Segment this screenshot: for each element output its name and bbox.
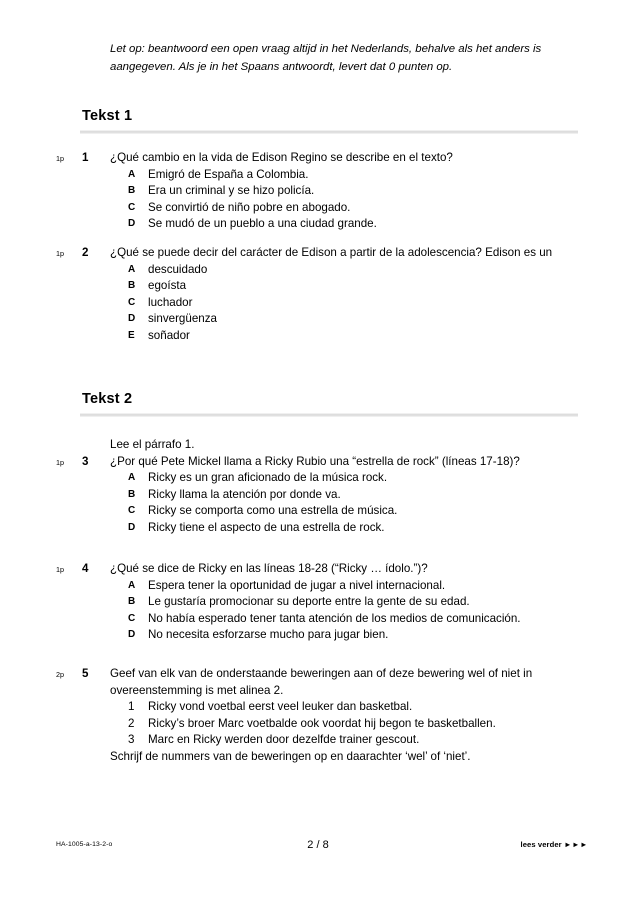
option-a-letter: A xyxy=(128,263,136,275)
question-3 xyxy=(0,437,636,536)
question-5-points: 2p xyxy=(56,670,64,679)
option-c-text: Se convirtió de niño pobre en abogado. xyxy=(148,200,351,214)
option-d[interactable] xyxy=(128,311,578,328)
option-c-letter: C xyxy=(128,296,136,308)
statement-2-text: Ricky’s broer Marc voetbalde ook voordat hij begon te basketballen. xyxy=(148,716,496,730)
option-b-text: egoísta xyxy=(148,279,187,292)
option-a[interactable] xyxy=(128,578,578,595)
option-d[interactable] xyxy=(128,520,578,537)
question-4-number: 4 xyxy=(82,562,89,575)
question-5-number: 5 xyxy=(82,667,89,680)
footer-continue-label xyxy=(521,838,589,852)
statement-1-text: Ricky vond voetbal eerst veel leuker dan basketbal. xyxy=(148,700,413,713)
option-c-letter: C xyxy=(128,612,136,624)
option-e[interactable] xyxy=(128,328,578,345)
option-b-letter: B xyxy=(128,185,136,196)
option-d[interactable] xyxy=(128,216,578,233)
option-c[interactable] xyxy=(128,200,578,217)
option-b-letter: B xyxy=(128,280,136,291)
option-c-letter: C xyxy=(128,201,136,213)
statement-3-text: Marc en Ricky werden door dezelfde trainer gescout. xyxy=(148,733,420,746)
question-5-prompt: Geef van elk van de onderstaande beweringen aan of deze bewering wel of niet in overeenstemming is met alinea 2. xyxy=(110,667,533,697)
section-tekst-2 xyxy=(80,391,578,417)
section-title-tekst-1: Tekst 1 xyxy=(82,108,133,124)
intro-note: Let op: beantwoord een open vraag altijd in het Nederlands, behalve als het anders is aangegeven. Als je in het Spaans antwoordt, levert dat 0 punten op. xyxy=(110,43,542,73)
option-b-text: Era un criminal y se hizo policía. xyxy=(148,184,315,197)
option-d-letter: D xyxy=(128,313,136,324)
option-a-letter: A xyxy=(128,472,136,483)
option-d-letter: D xyxy=(128,218,136,229)
option-c-letter: C xyxy=(128,505,136,516)
statement-2 xyxy=(128,716,578,733)
option-a-text: Ricky es un gran aficionado de la música rock. xyxy=(148,471,388,484)
section-title-tekst-2: Tekst 2 xyxy=(82,391,133,407)
footer-page-number: 2 / 8 xyxy=(307,839,329,851)
question-3-options xyxy=(0,470,636,536)
option-e-letter: E xyxy=(128,329,135,341)
option-c[interactable] xyxy=(128,611,578,628)
option-a-text: descuidado xyxy=(148,262,208,276)
option-d[interactable] xyxy=(128,627,578,644)
question-4-prompt: ¿Qué se dice de Ricky en las líneas 18-28 (“Ricky … ídolo.”)? xyxy=(110,562,428,575)
option-b-letter: B xyxy=(128,596,136,607)
question-1-row xyxy=(0,150,636,167)
option-a[interactable] xyxy=(128,262,578,279)
statement-1-number: 1 xyxy=(128,700,135,713)
option-a-letter: A xyxy=(128,168,136,180)
question-2-prompt: ¿Qué se puede decir del carácter de Edison a partir de la adolescencia? Edison es un xyxy=(110,246,553,259)
option-b[interactable] xyxy=(128,487,578,504)
option-c-text: luchador xyxy=(148,295,193,309)
option-b[interactable] xyxy=(128,278,578,295)
question-2-options xyxy=(0,262,636,345)
section-tekst-1 xyxy=(80,108,578,134)
option-b[interactable] xyxy=(128,594,578,611)
question-4-points: 1p xyxy=(56,565,64,574)
question-2-row xyxy=(0,245,636,262)
statement-2-number: 2 xyxy=(128,716,135,730)
question-1-prompt: ¿Qué cambio en la vida de Edison Regino se describe en el texto? xyxy=(110,151,453,164)
section-rule xyxy=(80,413,578,417)
option-a[interactable] xyxy=(128,167,578,184)
question-1-number: 1 xyxy=(82,151,89,164)
option-a-letter: A xyxy=(128,579,136,591)
question-2 xyxy=(0,245,636,344)
question-3-prompt: ¿Por qué Pete Mickel llama a Ricky Rubio una “estrella de rock” (líneas 17-18)? xyxy=(110,454,520,468)
option-d-text: Se mudó de un pueblo a una ciudad grande. xyxy=(148,217,377,230)
question-4 xyxy=(0,561,636,644)
question-5-row xyxy=(0,666,636,699)
triangle-right-icon: ►►► xyxy=(563,840,588,849)
statement-3 xyxy=(128,732,578,749)
question-3-lead-in: Lee el párrafo 1. xyxy=(110,438,195,451)
option-d-text: sinvergüenza xyxy=(148,312,217,325)
option-b-text: Le gustaría promocionar su deporte entre la gente de su edad. xyxy=(148,595,470,608)
question-4-row xyxy=(0,561,636,578)
section-rule xyxy=(80,130,578,134)
question-3-points: 1p xyxy=(56,457,64,467)
statement-3-number: 3 xyxy=(128,733,135,746)
page-footer xyxy=(0,838,636,854)
option-c[interactable] xyxy=(128,295,578,312)
option-b-letter: B xyxy=(128,488,136,500)
option-d-letter: D xyxy=(128,629,136,640)
option-a-text: Emigró de España a Colombia. xyxy=(148,167,309,181)
question-2-number: 2 xyxy=(82,246,89,259)
statement-1 xyxy=(128,699,578,716)
option-e-text: soñador xyxy=(148,328,190,342)
option-b-text: Ricky llama la atención por donde va. xyxy=(148,487,341,501)
question-5-statements xyxy=(0,699,636,749)
question-5-closing: Schrijf de nummers van de beweringen op en daarachter ‘wel’ of ‘niet’. xyxy=(110,749,471,763)
question-5 xyxy=(0,666,636,765)
question-1-points: 1p xyxy=(56,154,64,163)
question-3-row xyxy=(0,454,636,471)
option-b[interactable] xyxy=(128,183,578,200)
question-1 xyxy=(0,150,636,233)
question-4-options xyxy=(0,578,636,644)
option-c[interactable] xyxy=(128,503,578,520)
option-c-text: Ricky se comporta como una estrella de música. xyxy=(148,504,398,517)
option-a[interactable] xyxy=(128,470,578,487)
footer-continue-text: lees verder xyxy=(520,840,562,849)
option-c-text: No había esperado tener tanta atención de los medios de comunicación. xyxy=(148,611,521,625)
footer-exam-code: HA-1005-a-13-2-o xyxy=(56,841,113,848)
option-a-text: Espera tener la oportunidad de jugar a nivel internacional. xyxy=(148,578,446,592)
option-d-letter: D xyxy=(128,521,136,533)
question-3-number: 3 xyxy=(82,454,89,468)
option-d-text: Ricky tiene el aspecto de una estrella de rock. xyxy=(148,520,385,534)
question-2-points: 1p xyxy=(56,249,64,258)
option-d-text: No necesita esforzarse mucho para jugar bien. xyxy=(148,628,389,641)
question-1-options xyxy=(0,167,636,233)
